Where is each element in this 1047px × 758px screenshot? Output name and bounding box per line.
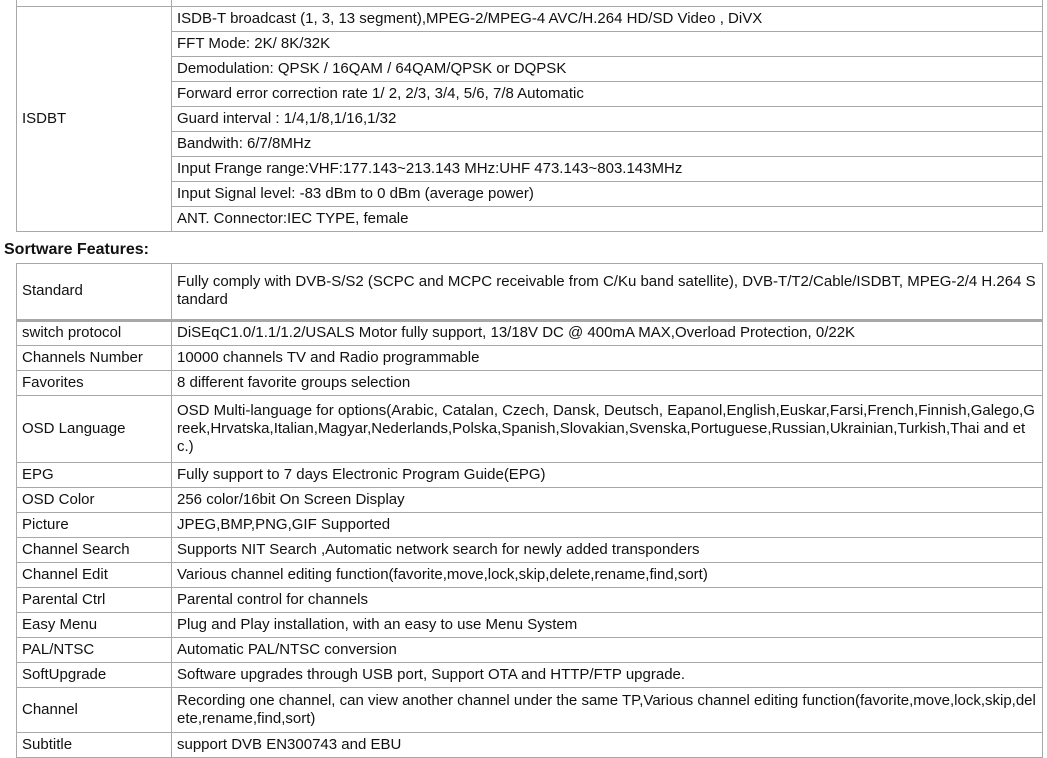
- table-row: [17, 538, 1043, 563]
- feature-value: 256 color/16bit On Screen Display: [172, 488, 1043, 513]
- feature-value: support DVB EN300743 and EBU: [172, 733, 1043, 758]
- spec-value: Guard interval : 1/4,1/8,1/16,1/32: [172, 107, 1043, 132]
- spec-value: ISDB-T broadcast (1, 3, 13 segment),MPEG-2/MPEG-4 AVC/H.264 HD/SD Video , DiVX: [172, 7, 1043, 32]
- table-row: [17, 321, 1043, 346]
- table-row: [17, 613, 1043, 638]
- feature-label: Parental Ctrl: [17, 588, 172, 613]
- feature-label: Channels Number: [17, 346, 172, 371]
- feature-label: Standard: [17, 264, 172, 321]
- feature-label: SoftUpgrade: [17, 663, 172, 688]
- table-row: [17, 396, 1043, 463]
- spec-value: Demodulation: QPSK / 16QAM / 64QAM/QPSK or DQPSK: [172, 57, 1043, 82]
- table-row: [17, 463, 1043, 488]
- feature-value: Fully support to 7 days Electronic Program Guide(EPG): [172, 463, 1043, 488]
- table-row: [17, 371, 1043, 396]
- table-row: [17, 7, 1043, 32]
- feature-value: Supports NIT Search ,Automatic network search for newly added transponders: [172, 538, 1043, 563]
- feature-label: switch protocol: [17, 321, 172, 346]
- feature-label: PAL/NTSC: [17, 638, 172, 663]
- table-row: [17, 264, 1043, 321]
- spec-value: Input Signal level: -83 dBm to 0 dBm (average power): [172, 182, 1043, 207]
- feature-value: DiSEqC1.0/1.1/1.2/USALS Motor fully support, 13/18V DC @ 400mA MAX,Overload Protection, 0/22K: [172, 321, 1043, 346]
- spec-value: FFT Mode: 2K/ 8K/32K: [172, 32, 1043, 57]
- feature-label: EPG: [17, 463, 172, 488]
- section-heading: Sortware Features:: [4, 241, 149, 258]
- feature-label: OSD Color: [17, 488, 172, 513]
- spec-value: Bandwith: 6/7/8MHz: [172, 132, 1043, 157]
- table-row: [17, 638, 1043, 663]
- table-row: [17, 488, 1043, 513]
- spec-value: Forward error correction rate 1/ 2, 2/3, 3/4, 5/6, 7/8 Automatic: [172, 82, 1043, 107]
- feature-value: 8 different favorite groups selection: [172, 371, 1043, 396]
- feature-value: Recording one channel, can view another channel under the same TP,Various channel editing function(favorite,move,lock,skip,delete,rename,find,sort): [172, 688, 1043, 733]
- feature-label: Favorites: [17, 371, 172, 396]
- feature-value: Fully comply with DVB-S/S2 (SCPC and MCPC receivable from C/Ku band satellite), DVB-T/T2/Cable/ISDBT, MPEG-2/4 H.264 Standard: [172, 264, 1043, 321]
- spec-value: ANT. Connector:IEC TYPE, female: [172, 207, 1043, 232]
- feature-value: OSD Multi-language for options(Arabic, Catalan, Czech, Dansk, Deutsch, Eapanol,English,Euskar,Farsi,French,Finnish,Galego,Greek,Hrvatska,Italian,Magyar,Nederlands,Polska,Spanish,Slovakian,Svenska,Portuguese,Russian,Ukrainian,Turkish,Thai and etc.): [172, 396, 1043, 463]
- table-row: [17, 733, 1043, 758]
- table-row: [17, 346, 1043, 371]
- isdbt-label: ISDBT: [17, 7, 172, 232]
- feature-value: 10000 channels TV and Radio programmable: [172, 346, 1043, 371]
- table-row: [17, 663, 1043, 688]
- software-features-table: [16, 263, 1043, 758]
- feature-value: Automatic PAL/NTSC conversion: [172, 638, 1043, 663]
- spec-value: Input Frange range:VHF:177.143~213.143 MHz:UHF 473.143~803.143MHz: [172, 157, 1043, 182]
- feature-value: Parental control for channels: [172, 588, 1043, 613]
- table-row: [17, 588, 1043, 613]
- table-row: [17, 513, 1043, 538]
- feature-value: Software upgrades through USB port, Support OTA and HTTP/FTP upgrade.: [172, 663, 1043, 688]
- table-row: [17, 688, 1043, 733]
- feature-label: Subtitle: [17, 733, 172, 758]
- feature-label: Picture: [17, 513, 172, 538]
- feature-value: Plug and Play installation, with an easy to use Menu System: [172, 613, 1043, 638]
- feature-label: Channel Edit: [17, 563, 172, 588]
- table-row: [17, 563, 1043, 588]
- feature-label: Channel: [17, 688, 172, 733]
- feature-value: Various channel editing function(favorite,move,lock,skip,delete,rename,find,sort): [172, 563, 1043, 588]
- feature-label: OSD Language: [17, 396, 172, 463]
- feature-label: Channel Search: [17, 538, 172, 563]
- feature-value: JPEG,BMP,PNG,GIF Supported: [172, 513, 1043, 538]
- feature-label: Easy Menu: [17, 613, 172, 638]
- isdbt-spec-table: [16, 0, 1043, 232]
